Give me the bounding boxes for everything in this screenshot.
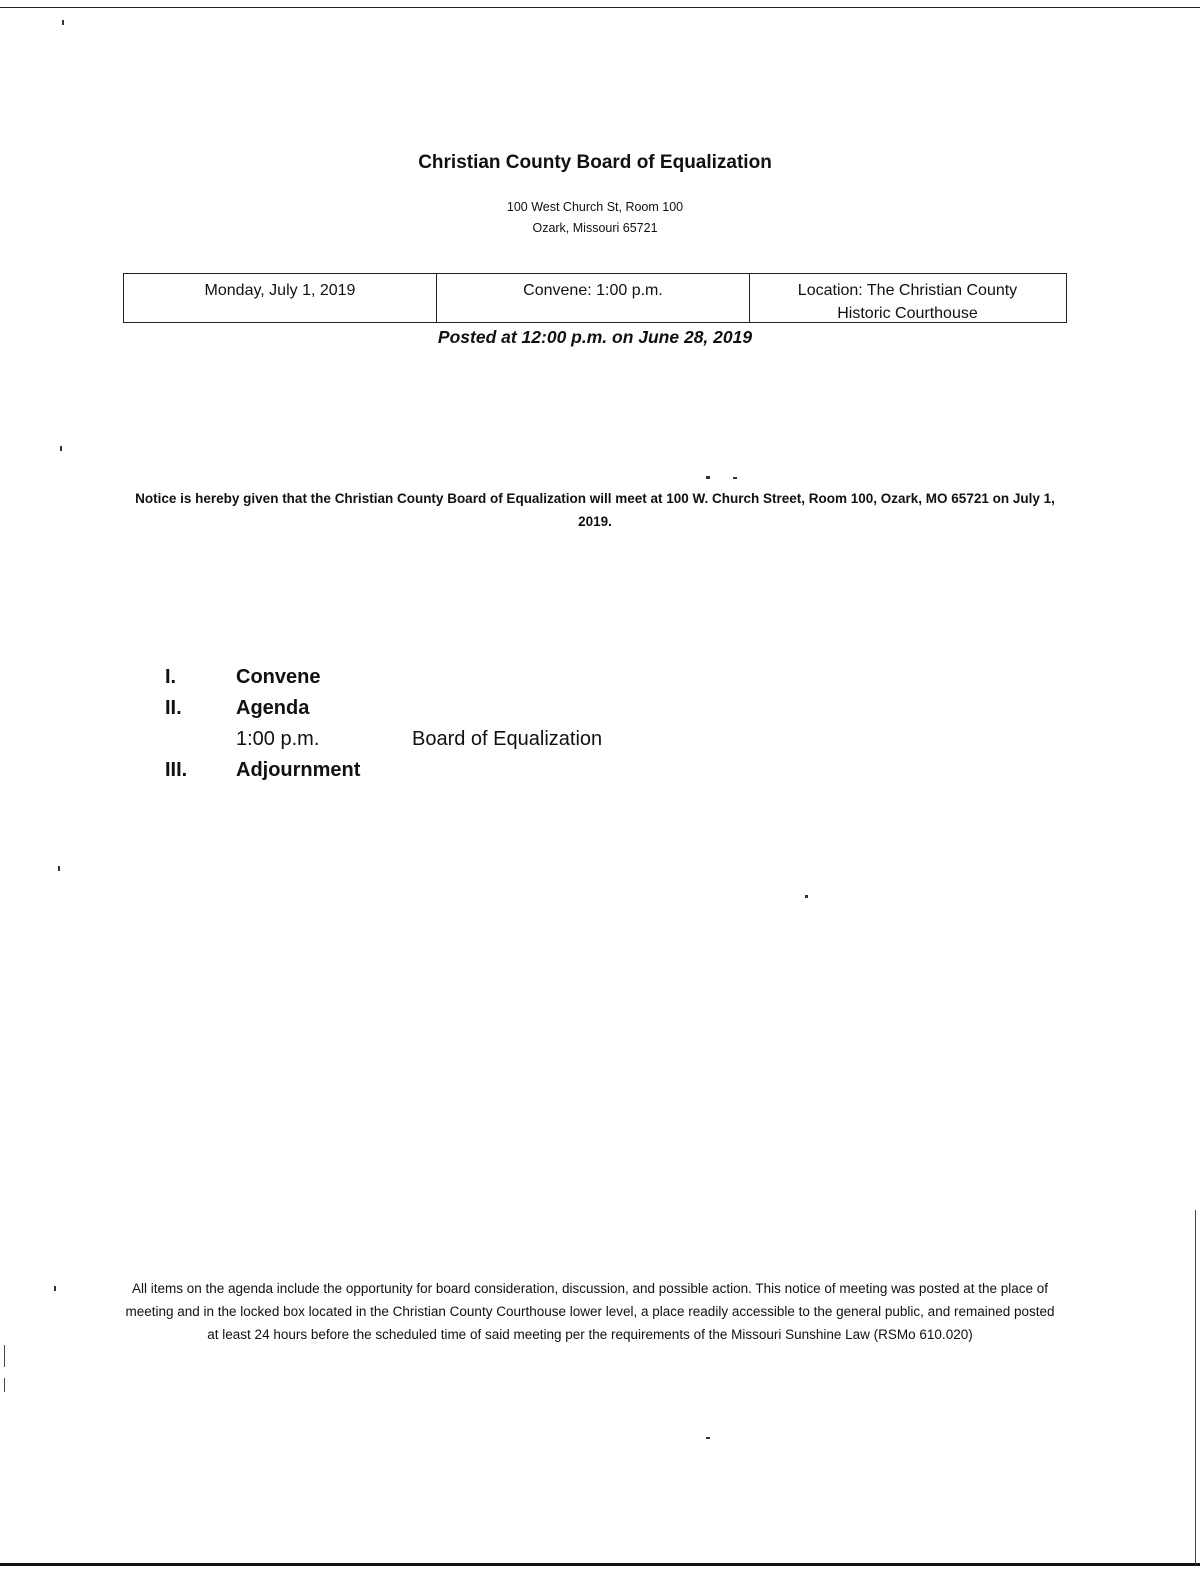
agenda-sub-item [165,725,765,756]
meeting-notice-paragraph: Notice is hereby given that the Christian County Board of Equalization will meet at 100 W. Church Street, Room 100, Ozark, MO 65721 on July 1, 2019. [135,491,1055,529]
agenda-item-number: III. [165,759,188,781]
scan-speck [58,866,60,871]
agenda-list [165,663,765,787]
scan-edge-mark [4,1345,5,1367]
posted-notice: Posted at 12:00 p.m. on June 28, 2019 [437,327,753,347]
scan-speck [706,1437,710,1439]
agenda-sub-item-description: Board of Equalization [412,728,603,750]
agenda-item-label: Adjournment [236,759,361,781]
address-line-street: 100 West Church St, Room 100 [506,200,684,214]
meeting-info-table [123,273,1067,323]
agenda-item-number: II. [165,697,182,719]
document-title: Christian County Board of Equalization [418,152,772,173]
scan-speck [54,1286,56,1291]
agenda-item-number: I. [165,666,177,688]
agenda-item [165,663,765,694]
scan-speck [706,476,710,479]
address-block [0,197,1190,239]
scan-edge-mark [4,1378,5,1392]
scan-speck [805,895,808,898]
agenda-item [165,756,765,787]
location-line-2: Historic Courthouse [837,305,978,322]
scan-speck [733,477,737,479]
scan-edge-mark [1195,1210,1196,1565]
address-line-city: Ozark, Missouri 65721 [532,221,658,235]
agenda-sub-item-time: 1:00 p.m. [236,728,320,750]
agenda-item [165,694,765,725]
scan-speck [62,20,64,25]
meeting-date-cell: Monday, July 1, 2019 [204,282,356,299]
sunshine-law-footnote: All items on the agenda include the opportunity for board consideration, discussion, and possible action. This notice of meeting was posted at the place of meeting and in the locked box located in the Christian County Courthouse lower level, a place readily accessible to the general public, and remained posted at least 24 hours before the scheduled time of said meeting per the requirements of the Missouri Sunshine Law (RSMo 610.020) [125,1281,1055,1342]
scan-top-edge-line [0,7,1200,8]
meeting-convene-cell: Convene: 1:00 p.m. [436,274,749,322]
agenda-item-label: Convene [236,666,321,688]
location-line-1: Location: The Christian County [797,282,1018,299]
agenda-item-label: Agenda [236,697,310,719]
meeting-location-cell [749,274,1065,322]
scan-speck [60,446,62,451]
scan-bottom-edge-line [0,1563,1200,1566]
